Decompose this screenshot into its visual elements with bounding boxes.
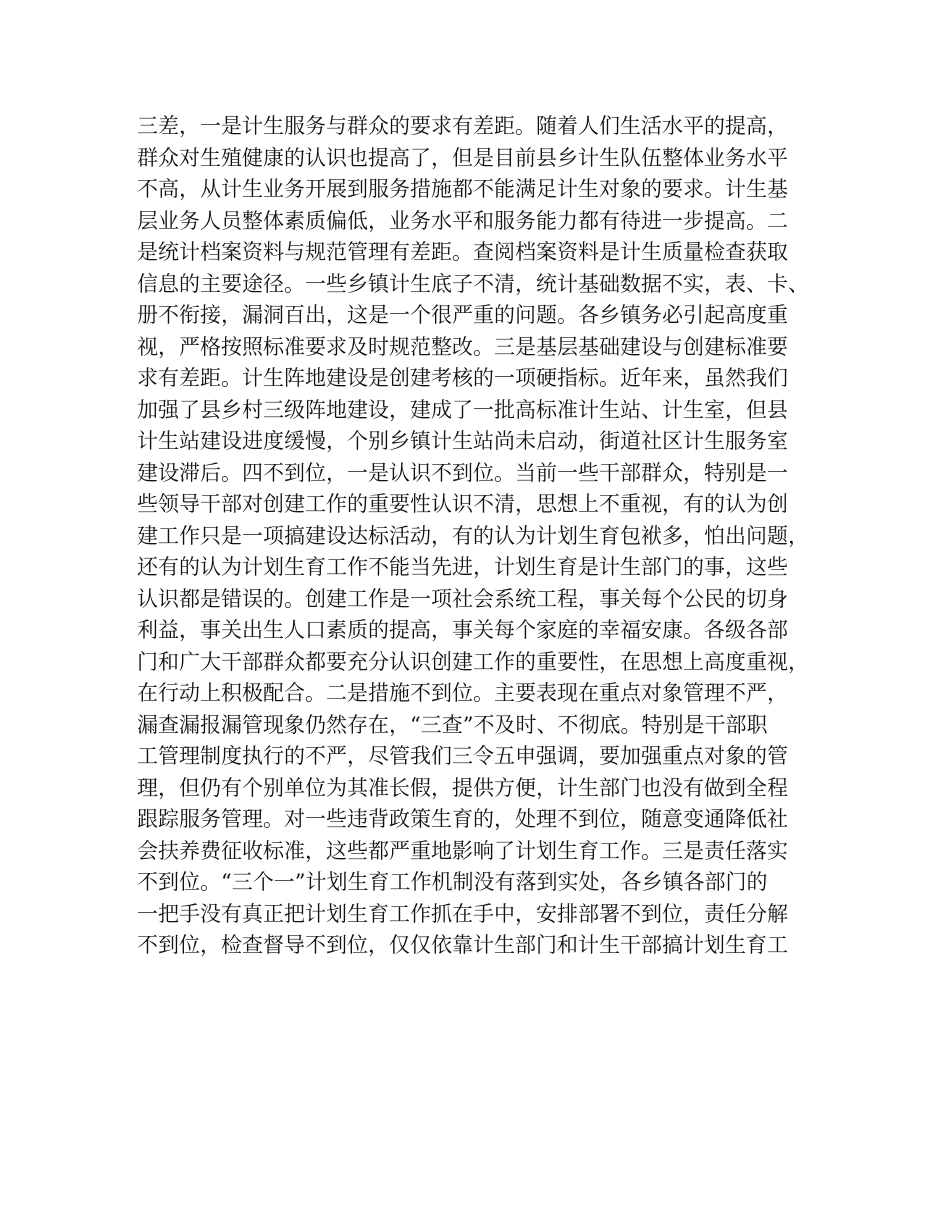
text-line: 册不衔接，漏洞百出，这是一个很严重的问题。各乡镇务必引起高度重 [137,303,788,327]
text-line: 建工作只是一项搞建设达标活动，有的认为计划生育包袱多，怕出问题， [137,523,809,548]
text-line: 信息的主要途径。一些乡镇计生底子不清，统计基础数据不实，表、卡、 [137,271,809,296]
text-line: 理，但仍有个别单位为其准长假，提供方便，计生部门也没有做到全程 [137,775,788,800]
text-line: 不到位，检查督导不到位，仅仅依靠计生部门和计生干部搞计划生育工 [137,933,788,957]
text-line: 跟踪服务管理。对一些违背政策生育的，处理不到位，随意变通降低社 [137,807,788,831]
text-line: 视，严格按照标准要求及时规范整改。三是基层基础建设与创建标准要 [137,334,788,359]
document-body-text [137,111,827,962]
text-line: 还有的认为计划生育工作不能当先进，计划生育是计生部门的事，这些 [137,555,788,579]
text-line: 是统计档案资料与规范管理有差距。查阅档案资料是计生质量检查获取 [137,240,788,264]
text-line: 求有差距。计生阵地建设是创建考核的一项硬指标。近年来，虽然我们 [137,366,788,390]
text-line: 在行动上积极配合。二是措施不到位。主要表现在重点对象管理不严， [137,681,788,705]
text-line: 工管理制度执行的不严，尽管我们三令五申强调，要加强重点对象的管 [137,744,788,768]
text-line: 认识都是错误的。创建工作是一项社会系统工程，事关每个公民的切身 [137,586,788,611]
text-line: 会扶养费征收标准，这些都严重地影响了计划生育工作。三是责任落实 [137,838,788,863]
text-line: 不到位。“三个一”计划生育工作机制没有落到实处，各乡镇各部门的 [137,870,768,894]
text-line: 加强了县乡村三级阵地建设，建成了一批高标准计生站、计生室，但县 [137,397,788,422]
text-line: 一把手没有真正把计划生育工作抓在手中，安排部署不到位，责任分解 [137,901,788,926]
text-line: 不高，从计生业务开展到服务措施都不能满足计生对象的要求。计生基 [137,177,788,201]
text-line: 利益，事关出生人口素质的提高，事关每个家庭的幸福安康。各级各部 [137,618,788,642]
text-line: 漏查漏报漏管现象仍然存在，“三查”不及时、不彻底。特别是干部职 [137,712,768,737]
text-line: 些领导干部对创建工作的重要性认识不清，思想上不重视，有的认为创 [137,492,788,516]
text-line: 群众对生殖健康的认识也提高了，但是目前县乡计生队伍整体业务水平 [137,145,788,170]
text-line: 建设滞后。四不到位，一是认识不到位。当前一些干部群众，特别是一 [137,460,788,485]
text-line: 层业务人员整体素质偏低，业务水平和服务能力都有待进一步提高。二 [137,208,788,233]
text-line: 三差，一是计生服务与群众的要求有差距。随着人们生活水平的提高， [137,114,788,138]
text-line: 门和广大干部群众都要充分认识创建工作的重要性，在思想上高度重视， [137,649,809,674]
text-line: 计生站建设进度缓慢，个别乡镇计生站尚未启动，街道社区计生服务室 [137,429,788,453]
